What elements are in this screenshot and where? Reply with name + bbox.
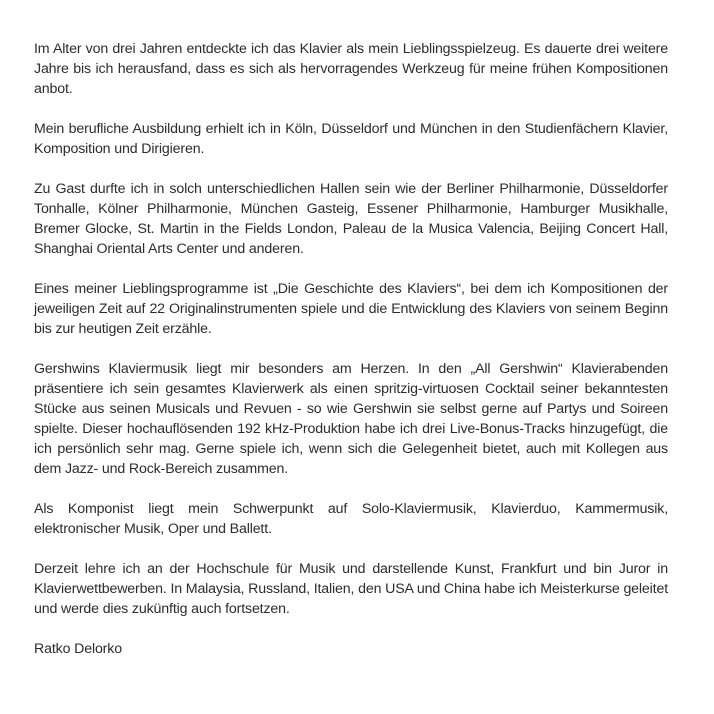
paragraph-venues: Zu Gast durfte ich in solch unterschiedlichen Hallen sein wie der Berliner Philharmonie, Düsseldorfer Tonhalle, Kölner Philharmonie, München Gasteig, Essener Philharmonie, Hamburger Musikhalle, Bremer Glocke, St. Martin in the Fields London, Paleau de la Musica Valencia, Beijing Concert Hall, Shanghai Oriental Arts Center und anderen. xyxy=(34,181,668,257)
paragraph-favorite-program: Eines meiner Lieblingsprogramme ist „Die Geschichte des Klaviers“, bei dem ich Kompositionen der jeweiligen Zeit auf 22 Originalinstrumenten spiele und die Entwicklung des Klaviers von seinem Beginn bis zur heutigen Zeit erzähle. xyxy=(34,281,668,337)
document-body xyxy=(34,39,668,659)
paragraph-childhood: Im Alter von drei Jahren entdeckte ich das Klavier als mein Lieblingsspielzeug. Es dauerte drei weitere Jahre bis ich herausfand, dass es sich als hervorragendes Werkzeug für meine frühen Kompositionen anbot. xyxy=(34,41,668,97)
signature: Ratko Delorko xyxy=(34,641,122,657)
paragraph-composer: Als Komponist liegt mein Schwerpunkt auf Solo-Klaviermusik, Klavierduo, Kammermusik, elektronischer Musik, Oper und Ballett. xyxy=(34,501,668,537)
paragraph-gershwin: Gershwins Klaviermusik liegt mir besonders am Herzen. In den „All Gershwin“ Klavierabenden präsentiere ich sein gesamtes Klavierwerk als einen spritzig-virtuosen Cocktail seiner bekanntesten Stücke aus seinen Musicals und Revuen - so wie Gershwin sie selbst gerne auf Partys und Soireen spielte. Dieser hochauflösenden 192 kHz-Produktion habe ich drei Live-Bonus-Tracks hinzugefügt, die ich persönlich sehr mag. Gerne spiele ich, wenn sich die Gelegenheit bietet, auch mit Kollegen aus dem Jazz- und Rock-Bereich zusammen. xyxy=(34,361,668,477)
paragraph-education: Mein berufliche Ausbildung erhielt ich in Köln, Düsseldorf und München in den Studienfächern Klavier, Komposition und Dirigieren. xyxy=(34,121,668,157)
paragraph-teaching: Derzeit lehre ich an der Hochschule für Musik und darstellende Kunst, Frankfurt und bin Juror in Klavierwettbewerben. In Malaysia, Russland, Italien, den USA und China habe ich Meisterkurse geleitet und werde dies zukünftig auch fortsetzen. xyxy=(34,561,668,617)
